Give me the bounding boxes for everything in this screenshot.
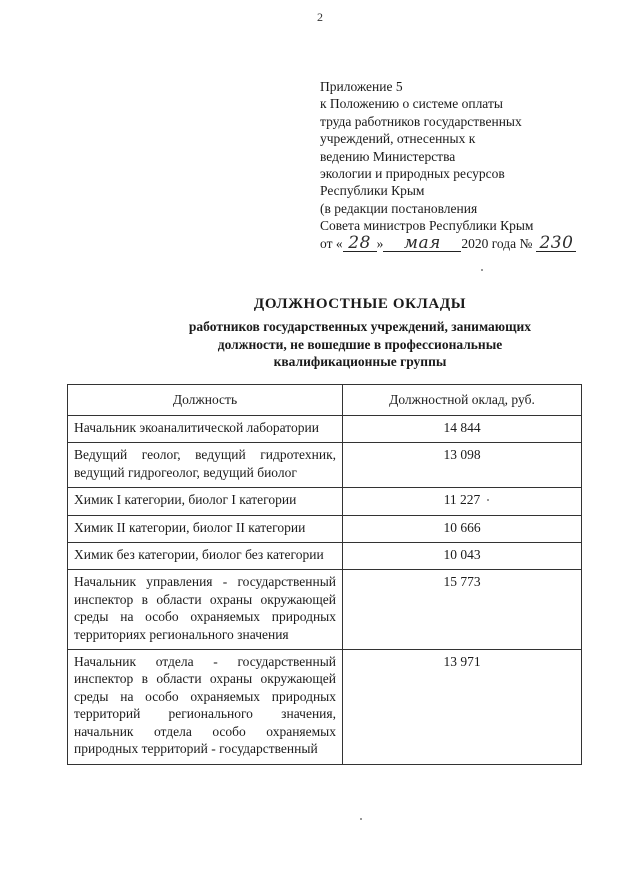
salary-cell: 10 043 xyxy=(343,543,582,570)
scan-speck xyxy=(360,818,362,820)
scan-speck xyxy=(481,269,483,271)
handwritten-month: мая xyxy=(383,236,461,252)
salary-cell: 11 227 xyxy=(343,488,582,515)
resolution-date-line xyxy=(320,235,620,252)
table-row xyxy=(68,650,582,764)
position-cell: Начальник экоаналитической лаборатории xyxy=(68,416,343,443)
year-text: 2020 года № xyxy=(461,235,533,251)
handwritten-day: 28 xyxy=(343,236,377,252)
salary-cell: 13 971 xyxy=(343,650,582,764)
table-header-row xyxy=(68,385,582,416)
appendix-line: труда работников государственных xyxy=(320,113,522,129)
table-row xyxy=(68,515,582,542)
salary-cell: 15 773 xyxy=(343,570,582,650)
page-number: 2 xyxy=(317,10,323,24)
document-title-block xyxy=(150,296,570,371)
table-row xyxy=(68,570,582,650)
subtitle-line: работников государственных учреждений, занимающих xyxy=(188,319,532,334)
appendix-line: к Положению о системе оплаты xyxy=(320,96,503,112)
appendix-header xyxy=(320,78,620,252)
position-cell: Начальник отдела - государственный инспектор в области охраны окружающей среды на особо охраняемых природных территорий регионального значения, начальник отдела особо охраняемых природных территорий - государственный xyxy=(68,650,343,764)
salary-table xyxy=(67,384,582,765)
salary-cell: 10 666 xyxy=(343,515,582,542)
subtitle-line: должности, не вошедшие в профессиональные xyxy=(217,336,503,352)
position-cell: Ведущий геолог, ведущий гидротехник, ведущий гидрогеолог, ведущий биолог xyxy=(68,443,343,488)
position-cell: Начальник управления - государственный инспектор в области охраны окружающей среды на особо охраняемых природных территориях регионального значения xyxy=(68,570,343,650)
appendix-line: Совета министров Республики Крым xyxy=(320,218,534,234)
document-title: ДОЛЖНОСТНЫЕ ОКЛАДЫ xyxy=(253,296,467,312)
table-row xyxy=(68,443,582,488)
header-salary: Должностной оклад, руб. xyxy=(343,385,582,416)
salary-cell: 13 098 xyxy=(343,443,582,488)
subtitle-line: квалификационные группы xyxy=(273,354,447,369)
position-cell: Химик без категории, биолог без категории xyxy=(68,543,343,570)
quote-close: » xyxy=(376,235,384,251)
salary-cell: 14 844 xyxy=(343,416,582,443)
position-cell: Химик II категории, биолог II категории xyxy=(68,515,343,542)
appendix-line: (в редакции постановления xyxy=(320,200,478,216)
table-row xyxy=(68,488,582,515)
handwritten-number: 230 xyxy=(536,236,576,252)
table-row xyxy=(68,543,582,570)
header-position: Должность xyxy=(68,385,343,416)
appendix-line: экологии и природных ресурсов xyxy=(320,166,505,182)
appendix-line: Приложение 5 xyxy=(320,79,403,94)
scan-speck xyxy=(487,499,489,501)
position-cell: Химик I категории, биолог I категории xyxy=(68,488,343,515)
date-prefix: от « xyxy=(320,235,343,251)
appendix-line: Республики Крым xyxy=(320,183,425,199)
table-row xyxy=(68,416,582,443)
appendix-line: учреждений, отнесенных к xyxy=(320,131,476,147)
appendix-line: ведению Министерства xyxy=(320,148,456,164)
